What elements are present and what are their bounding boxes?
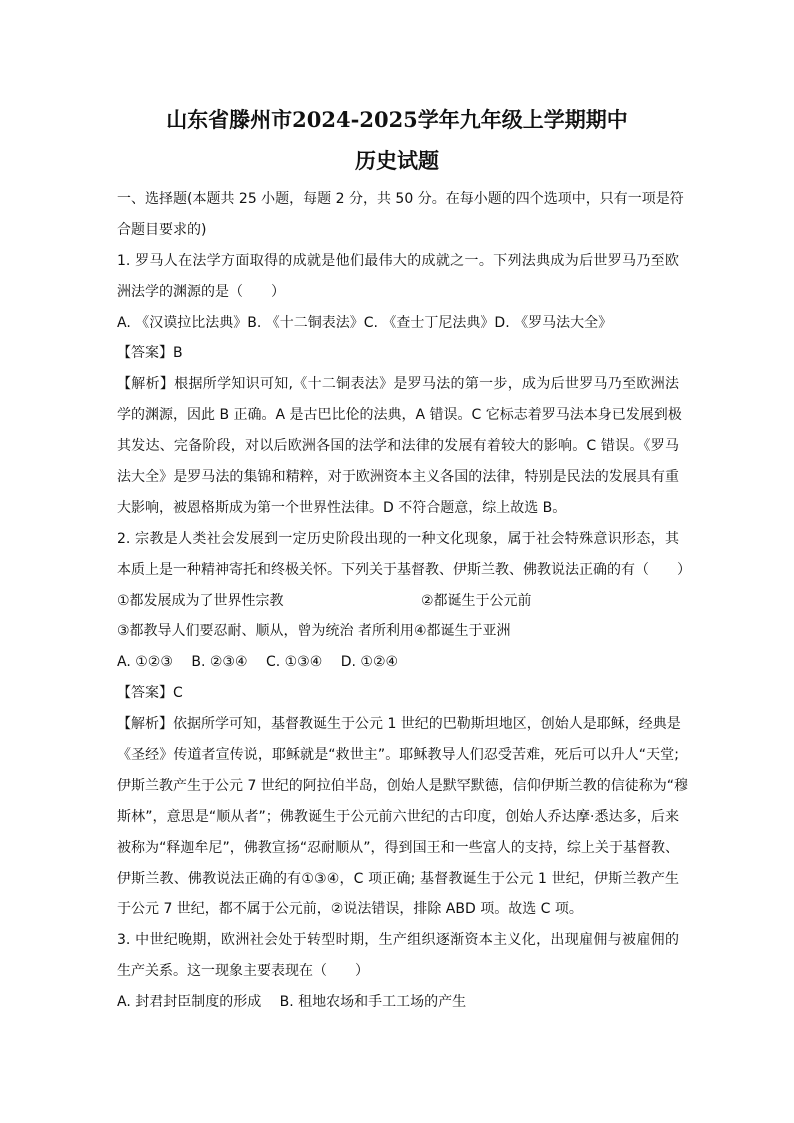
text-line-content: 学的渊源，因此 B 正确。A 是古巴比伦的法典，A 错误。C 它标志着罗马法本身已发展到极: [117, 407, 682, 424]
text-line: [117, 956, 679, 987]
text-line: [117, 400, 682, 431]
text-line-content: A. 《汉谟拉比法典》B. 《十二铜表法》C. 《查士丁尼法典》D. 《罗马法大全》: [117, 314, 613, 331]
text-line: [117, 616, 679, 647]
text-line: [117, 833, 679, 864]
text-line: [117, 524, 679, 555]
document-subtitle: 历史试题: [355, 148, 439, 173]
text-line: [117, 740, 679, 771]
text-line: [117, 771, 689, 802]
text-line-content: 斯林”，意思是“顺从者”；佛教诞生于公元前六世纪的古印度，创始人乔达摩·悉达多，后来: [117, 808, 679, 825]
text-line: [117, 431, 679, 462]
text-line: [117, 555, 691, 586]
text-line: [117, 586, 679, 617]
text-line-content: A. ①②③ B. ②③④ C. ①③④ D. ①②④: [117, 654, 399, 671]
text-line-content: 【解析】依据所学可知，基督教诞生于公元 1 世纪的巴勒斯坦地区，创始人是耶稣，经典是: [117, 716, 681, 733]
text-line-content: 【答案】B: [117, 345, 183, 362]
text-line-content: 一、选择题(本题共 25 小题，每题 2 分，共 50 分。在每小题的四个选项中，只有一项是符: [117, 191, 684, 207]
text-line: [117, 246, 679, 277]
text-line-content: 法大全》是罗马法的集锦和精粹，对于欧洲资本主义各国的法律，特别是民法的发展具有重: [117, 469, 679, 486]
text-line-content: 2. 宗教是人类社会发展到一定历史阶段出现的一种文化现象，属于社会特殊意识形态，其: [117, 530, 679, 547]
text-line: [117, 925, 679, 956]
text-line-content: A. 封君封臣制度的形成 B. 租地农场和手工工场的产生: [117, 994, 467, 1011]
text-line-content: 合题目要求的): [117, 221, 207, 238]
text-line-content: 生产关系。这一现象主要表现在（ ）: [117, 963, 369, 980]
text-line: [117, 308, 679, 339]
text-line-content: 于公元 7 世纪，都不属于公元前，②说法错误，排除 ABD 项。故选 C 项。: [117, 901, 583, 918]
text-line-content: 伊斯兰教、佛教说法正确的有①③④，C 项正确; 基督教诞生于公元 1 世纪，伊斯兰教产生: [117, 870, 679, 887]
text-line: [117, 647, 679, 678]
document-title: 山东省滕州市2024-2025学年九年级上学期期中: [166, 107, 628, 132]
text-line: [117, 338, 679, 369]
text-line-content: 3. 中世纪晚期，欧洲社会处于转型时期，生产组织逐渐资本主义化，出现雇佣与被雇佣的: [117, 932, 679, 949]
text-line-content: 被称为“释迦牟尼”，佛教宣扬“忍耐顺从”，得到国王和一些富人的支持，综上关于基督教、: [117, 839, 679, 856]
text-line: [117, 277, 679, 308]
text-line: [117, 864, 679, 895]
text-line-content: 本质上是一种精神寄托和终极关怀。下列关于基督教、伊斯兰教、佛教说法正确的有（ ）: [117, 561, 691, 578]
text-line-content: 1. 罗马人在法学方面取得的成就是他们最伟大的成就之一。下列法典成为后世罗马乃至欧: [117, 252, 679, 269]
option-2-text: ②都诞生于公元前: [421, 592, 532, 609]
text-line: [117, 493, 679, 524]
text-line-content: 大影响，被恩格斯成为第一个世界性法律。D 不符合题意，综上故选 B。: [117, 499, 567, 516]
text-line: [117, 462, 679, 493]
document-body: [117, 184, 691, 1018]
text-line-content: ①都发展成为了世界性宗教: [117, 592, 284, 609]
text-line: [117, 987, 679, 1018]
text-line-content: 【解析】根据所学知识可知,《十二铜表法》是罗马法的第一步，成为后世罗马乃至欧洲法: [117, 376, 679, 393]
text-line-content: 洲法学的渊源的是（ ）: [117, 283, 285, 300]
text-line-content: ③都教导人们要忍耐、顺从，曾为统治 者所利用④都诞生于亚洲: [117, 623, 511, 640]
text-line: [117, 215, 679, 246]
text-line-content: 《圣经》传道者宣传说，耶稣就是“救世主”。耶稣教导人们忍受苦难，死后可以升人“天堂;: [117, 747, 679, 764]
text-line-content: 其发达、完备阶段，对以后欧洲各国的法学和法律的发展有着较大的影响。C 错误。《罗马: [117, 438, 679, 455]
text-line: [117, 709, 679, 740]
text-line: [117, 802, 679, 833]
text-line: [117, 678, 679, 709]
text-line-content: 伊斯兰教产生于公元 7 世纪的阿拉伯半岛，创始人是默罕默德，信仰伊斯兰教的信徒称为“穆: [117, 777, 689, 794]
text-line: [117, 369, 679, 400]
text-line-content: 【答案】C: [117, 685, 183, 702]
text-line: [117, 184, 684, 215]
text-line: [117, 894, 679, 925]
